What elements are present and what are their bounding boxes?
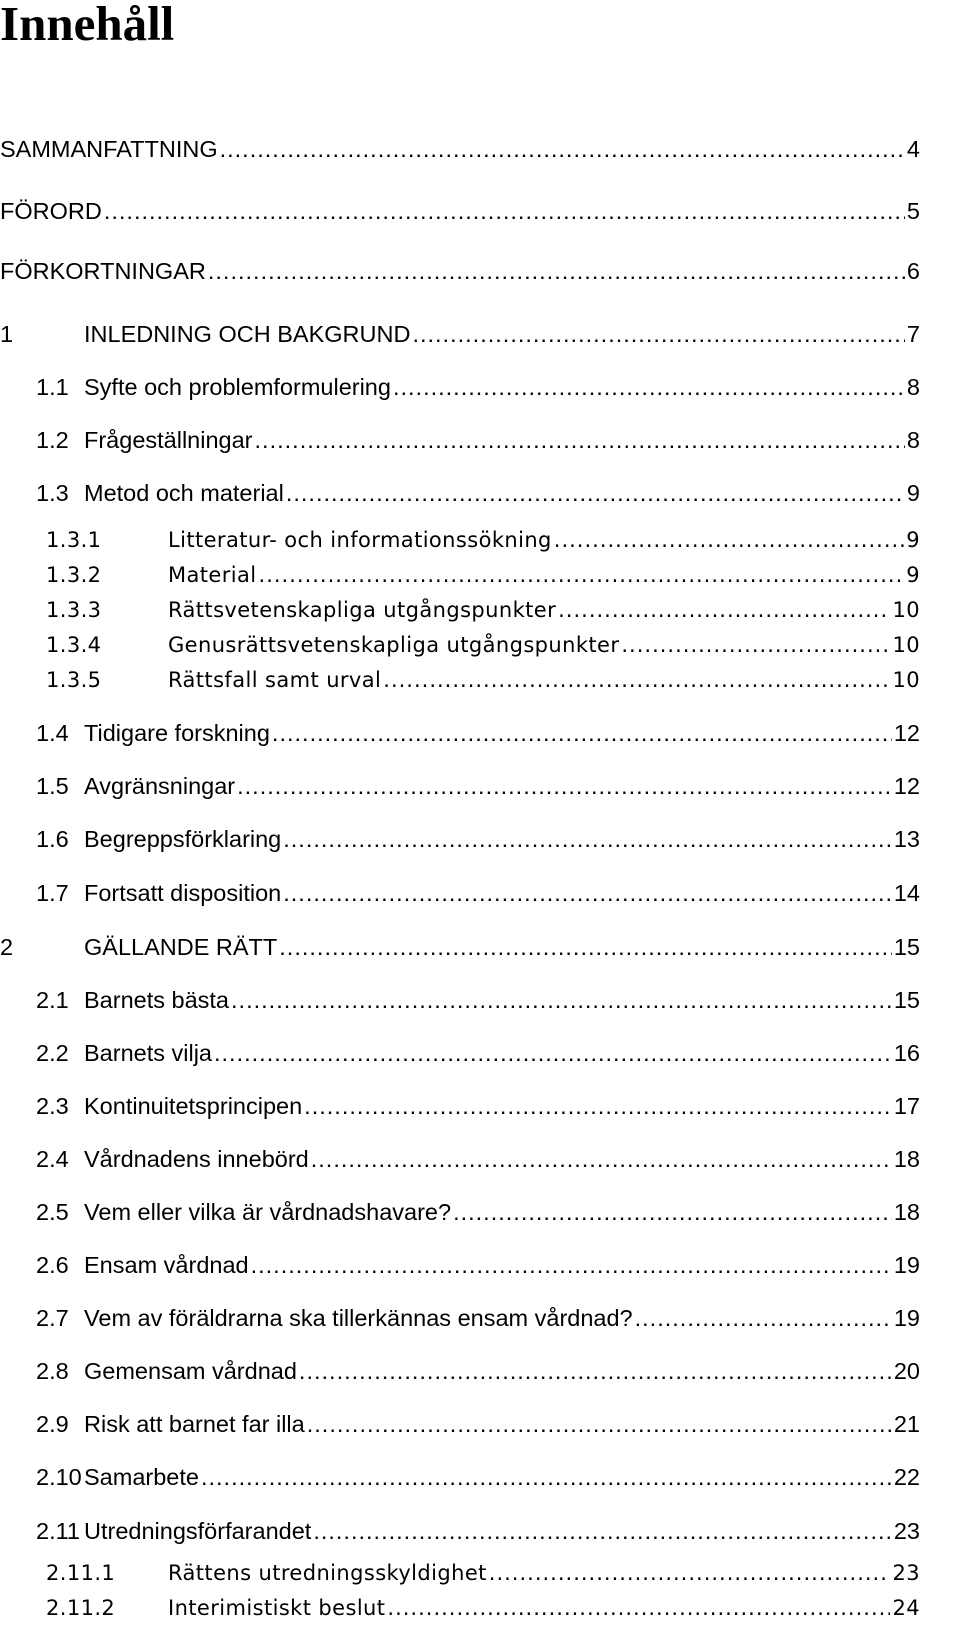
toc-entry-label: Avgränsningar bbox=[84, 773, 236, 799]
toc-entry-page-number: 8 bbox=[906, 374, 920, 400]
toc-entry-label: Vårdnadens innebörd bbox=[84, 1146, 309, 1172]
toc-entry-number: 1.4 bbox=[36, 720, 69, 746]
toc-entry-page-number: 18 bbox=[893, 1199, 920, 1225]
toc-entry-label: Material bbox=[168, 563, 257, 587]
toc-dot-leader bbox=[272, 718, 892, 748]
toc-entry-number: 1.7 bbox=[36, 880, 69, 906]
toc-dot-leader bbox=[554, 525, 904, 555]
toc-entry-label: SAMMANFATTNING bbox=[0, 136, 218, 162]
toc-entry-page-number: 14 bbox=[893, 880, 920, 906]
toc-entry-label: Utredningsförfarandet bbox=[84, 1518, 312, 1544]
toc-dot-leader bbox=[635, 1303, 892, 1333]
toc-entry[interactable] bbox=[46, 1554, 920, 1588]
toc-entry-number: 2.11.1 bbox=[46, 1561, 116, 1585]
toc-entry-number: 1.3.1 bbox=[46, 528, 102, 552]
toc-dot-leader bbox=[489, 1558, 891, 1588]
toc-entry[interactable] bbox=[46, 521, 920, 555]
toc-entry-number: 2.4 bbox=[36, 1146, 69, 1172]
toc-entry-label: Syfte och problemformulering bbox=[84, 374, 391, 400]
toc-entry-label: Ensam vårdnad bbox=[84, 1252, 249, 1278]
toc-entry-page-number: 10 bbox=[892, 598, 920, 622]
toc-entry[interactable] bbox=[36, 1193, 920, 1227]
toc-entry-label: Gemensam vårdnad bbox=[84, 1358, 297, 1384]
toc-entry-number: 2.10 bbox=[36, 1464, 82, 1490]
toc-entry[interactable] bbox=[36, 421, 920, 455]
toc-entry[interactable] bbox=[0, 315, 920, 349]
toc-dot-leader bbox=[283, 878, 892, 908]
toc-entry[interactable] bbox=[46, 591, 920, 625]
toc-entry-number: 1.6 bbox=[36, 826, 69, 852]
toc-entry[interactable] bbox=[36, 1034, 920, 1068]
toc-entry-page-number: 12 bbox=[893, 720, 920, 746]
toc-entry-number: 2.1 bbox=[36, 987, 69, 1013]
toc-entry-number: 2.7 bbox=[36, 1305, 69, 1331]
toc-dot-leader bbox=[214, 1038, 892, 1068]
toc-entry-number: 2.9 bbox=[36, 1411, 69, 1437]
toc-entry[interactable] bbox=[36, 368, 920, 402]
toc-entry-label: Risk att barnet far illa bbox=[84, 1411, 305, 1437]
toc-entry-page-number: 20 bbox=[893, 1358, 920, 1384]
toc-dot-leader bbox=[304, 1091, 892, 1121]
toc-entry-page-number: 7 bbox=[906, 321, 920, 347]
toc-entry-label: FÖRKORTNINGAR bbox=[0, 258, 206, 284]
toc-entry-number: 2.5 bbox=[36, 1199, 69, 1225]
toc-entry-label: GÄLLANDE RÄTT bbox=[84, 934, 278, 960]
toc-entry-page-number: 17 bbox=[893, 1093, 920, 1119]
toc-entry-label: Genusrättsvetenskapliga utgångspunkter bbox=[168, 633, 620, 657]
toc-dot-leader bbox=[621, 630, 890, 660]
toc-dot-leader bbox=[104, 196, 905, 226]
toc-entry-page-number: 22 bbox=[893, 1464, 920, 1490]
toc-entry[interactable] bbox=[36, 1299, 920, 1333]
toc-entry-page-number: 19 bbox=[893, 1305, 920, 1331]
toc-entry-page-number: 15 bbox=[893, 934, 920, 960]
toc-entry[interactable] bbox=[36, 820, 920, 854]
toc-entry-number: 1.3.2 bbox=[46, 563, 102, 587]
toc-entry-number: 1.3.4 bbox=[46, 633, 102, 657]
toc-entry-page-number: 4 bbox=[906, 136, 920, 162]
toc-entry-label: Interimistiskt beslut bbox=[168, 1596, 386, 1620]
toc-entry[interactable] bbox=[36, 1352, 920, 1386]
toc-entry-page-number: 24 bbox=[892, 1596, 920, 1620]
toc-entry-label: Frågeställningar bbox=[84, 427, 253, 453]
toc-entry[interactable] bbox=[46, 626, 920, 660]
toc-entry[interactable] bbox=[46, 556, 920, 590]
toc-dot-leader bbox=[453, 1197, 892, 1227]
toc-dot-leader bbox=[313, 1516, 892, 1546]
toc-dot-leader bbox=[387, 1593, 890, 1623]
toc-dot-leader bbox=[259, 560, 905, 590]
toc-dot-leader bbox=[383, 665, 890, 695]
toc-entry-number: 2.2 bbox=[36, 1040, 69, 1066]
toc-dot-leader bbox=[201, 1462, 892, 1492]
toc-entry-number: 2 bbox=[0, 934, 14, 960]
toc-entry[interactable] bbox=[46, 661, 920, 695]
toc-entry-label: Rättsfall samt urval bbox=[168, 668, 382, 692]
toc-entry-number: 2.6 bbox=[36, 1252, 69, 1278]
page-title: Innehåll bbox=[0, 0, 175, 51]
toc-entry[interactable] bbox=[36, 714, 920, 748]
toc-entry[interactable] bbox=[36, 1140, 920, 1174]
toc-entry-label: Samarbete bbox=[84, 1464, 199, 1490]
toc-entry-number: 1.3.5 bbox=[46, 668, 102, 692]
toc-entry-page-number: 13 bbox=[893, 826, 920, 852]
toc-entry[interactable] bbox=[0, 928, 920, 962]
toc-entry-label: FÖRORD bbox=[0, 198, 102, 224]
toc-entry-label: Litteratur- och informationssökning bbox=[168, 528, 552, 552]
toc-entry-number: 2.3 bbox=[36, 1093, 69, 1119]
toc-entry-page-number: 10 bbox=[892, 633, 920, 657]
toc-entry-label: Rättens utredningsskyldighet bbox=[168, 1561, 487, 1585]
toc-dot-leader bbox=[311, 1144, 892, 1174]
toc-entry-label: Begreppsförklaring bbox=[84, 826, 282, 852]
toc-entry[interactable] bbox=[36, 767, 920, 801]
toc-entry-number: 1.1 bbox=[36, 374, 69, 400]
toc-dot-leader bbox=[558, 595, 890, 625]
toc-dot-leader bbox=[237, 771, 892, 801]
toc-entry-page-number: 23 bbox=[892, 1561, 920, 1585]
toc-dot-leader bbox=[208, 256, 905, 286]
toc-entry-number: 1.3.3 bbox=[46, 598, 102, 622]
toc-entry[interactable] bbox=[0, 192, 920, 226]
toc-entry-page-number: 19 bbox=[893, 1252, 920, 1278]
toc-dot-leader bbox=[412, 319, 904, 349]
toc-entry-label: Vem eller vilka är vårdnadshavare? bbox=[84, 1199, 452, 1225]
toc-entry-page-number: 5 bbox=[906, 198, 920, 224]
toc-dot-leader bbox=[251, 1250, 892, 1280]
toc-entry-label: Fortsatt disposition bbox=[84, 880, 282, 906]
toc-dot-leader bbox=[231, 985, 892, 1015]
toc-dot-leader bbox=[307, 1409, 892, 1439]
toc-entry-number: 1 bbox=[0, 321, 14, 347]
toc-entry-label: Vem av föräldrarna ska tillerkännas ensam vårdnad? bbox=[84, 1305, 633, 1331]
toc-entry[interactable] bbox=[36, 874, 920, 908]
toc-entry-page-number: 16 bbox=[893, 1040, 920, 1066]
toc-entry-page-number: 9 bbox=[906, 528, 920, 552]
toc-entry-page-number: 18 bbox=[893, 1146, 920, 1172]
toc-entry-number: 2.11.2 bbox=[46, 1596, 116, 1620]
toc-entry[interactable] bbox=[0, 130, 920, 164]
toc-entry-page-number: 9 bbox=[906, 480, 920, 506]
toc-dot-leader bbox=[393, 372, 905, 402]
toc-entry-number: 1.2 bbox=[36, 427, 69, 453]
toc-dot-leader bbox=[283, 824, 892, 854]
toc-entry-label: INLEDNING OCH BAKGRUND bbox=[84, 321, 411, 347]
toc-entry-label: Barnets bästa bbox=[84, 987, 230, 1013]
toc-dot-leader bbox=[286, 478, 905, 508]
toc-dot-leader bbox=[279, 932, 892, 962]
toc-entry[interactable] bbox=[46, 1589, 920, 1623]
toc-entry-page-number: 15 bbox=[893, 987, 920, 1013]
toc-entry[interactable] bbox=[36, 1458, 920, 1492]
toc-entry-page-number: 6 bbox=[906, 258, 920, 284]
toc-entry[interactable] bbox=[36, 1246, 920, 1280]
toc-entry[interactable] bbox=[0, 252, 920, 286]
toc-entry-page-number: 10 bbox=[892, 668, 920, 692]
toc-entry-label: Rättsvetenskapliga utgångspunkter bbox=[168, 598, 557, 622]
toc-entry-number: 2.11 bbox=[36, 1518, 80, 1544]
toc-entry-page-number: 12 bbox=[893, 773, 920, 799]
toc-dot-leader bbox=[255, 425, 905, 455]
toc-entry-label: Metod och material bbox=[84, 480, 284, 506]
toc-entry-label: Tidigare forskning bbox=[84, 720, 270, 746]
toc-entry-page-number: 8 bbox=[906, 427, 920, 453]
toc-entry-page-number: 21 bbox=[893, 1411, 920, 1437]
toc-entry[interactable] bbox=[36, 474, 920, 508]
toc-entry-label: Kontinuitetsprincipen bbox=[84, 1093, 303, 1119]
toc-entry[interactable] bbox=[36, 981, 920, 1015]
toc-dot-leader bbox=[220, 134, 905, 164]
toc-entry[interactable] bbox=[36, 1087, 920, 1121]
toc-entry-number: 2.8 bbox=[36, 1358, 69, 1384]
toc-dot-leader bbox=[299, 1356, 892, 1386]
toc-entry[interactable] bbox=[36, 1405, 920, 1439]
toc-entry-label: Barnets vilja bbox=[84, 1040, 212, 1066]
toc-entry-number: 1.5 bbox=[36, 773, 69, 799]
toc-entry-number: 1.3 bbox=[36, 480, 69, 506]
toc-entry-page-number: 23 bbox=[893, 1518, 920, 1544]
toc-entry[interactable] bbox=[36, 1512, 920, 1546]
toc-entry-page-number: 9 bbox=[906, 563, 920, 587]
